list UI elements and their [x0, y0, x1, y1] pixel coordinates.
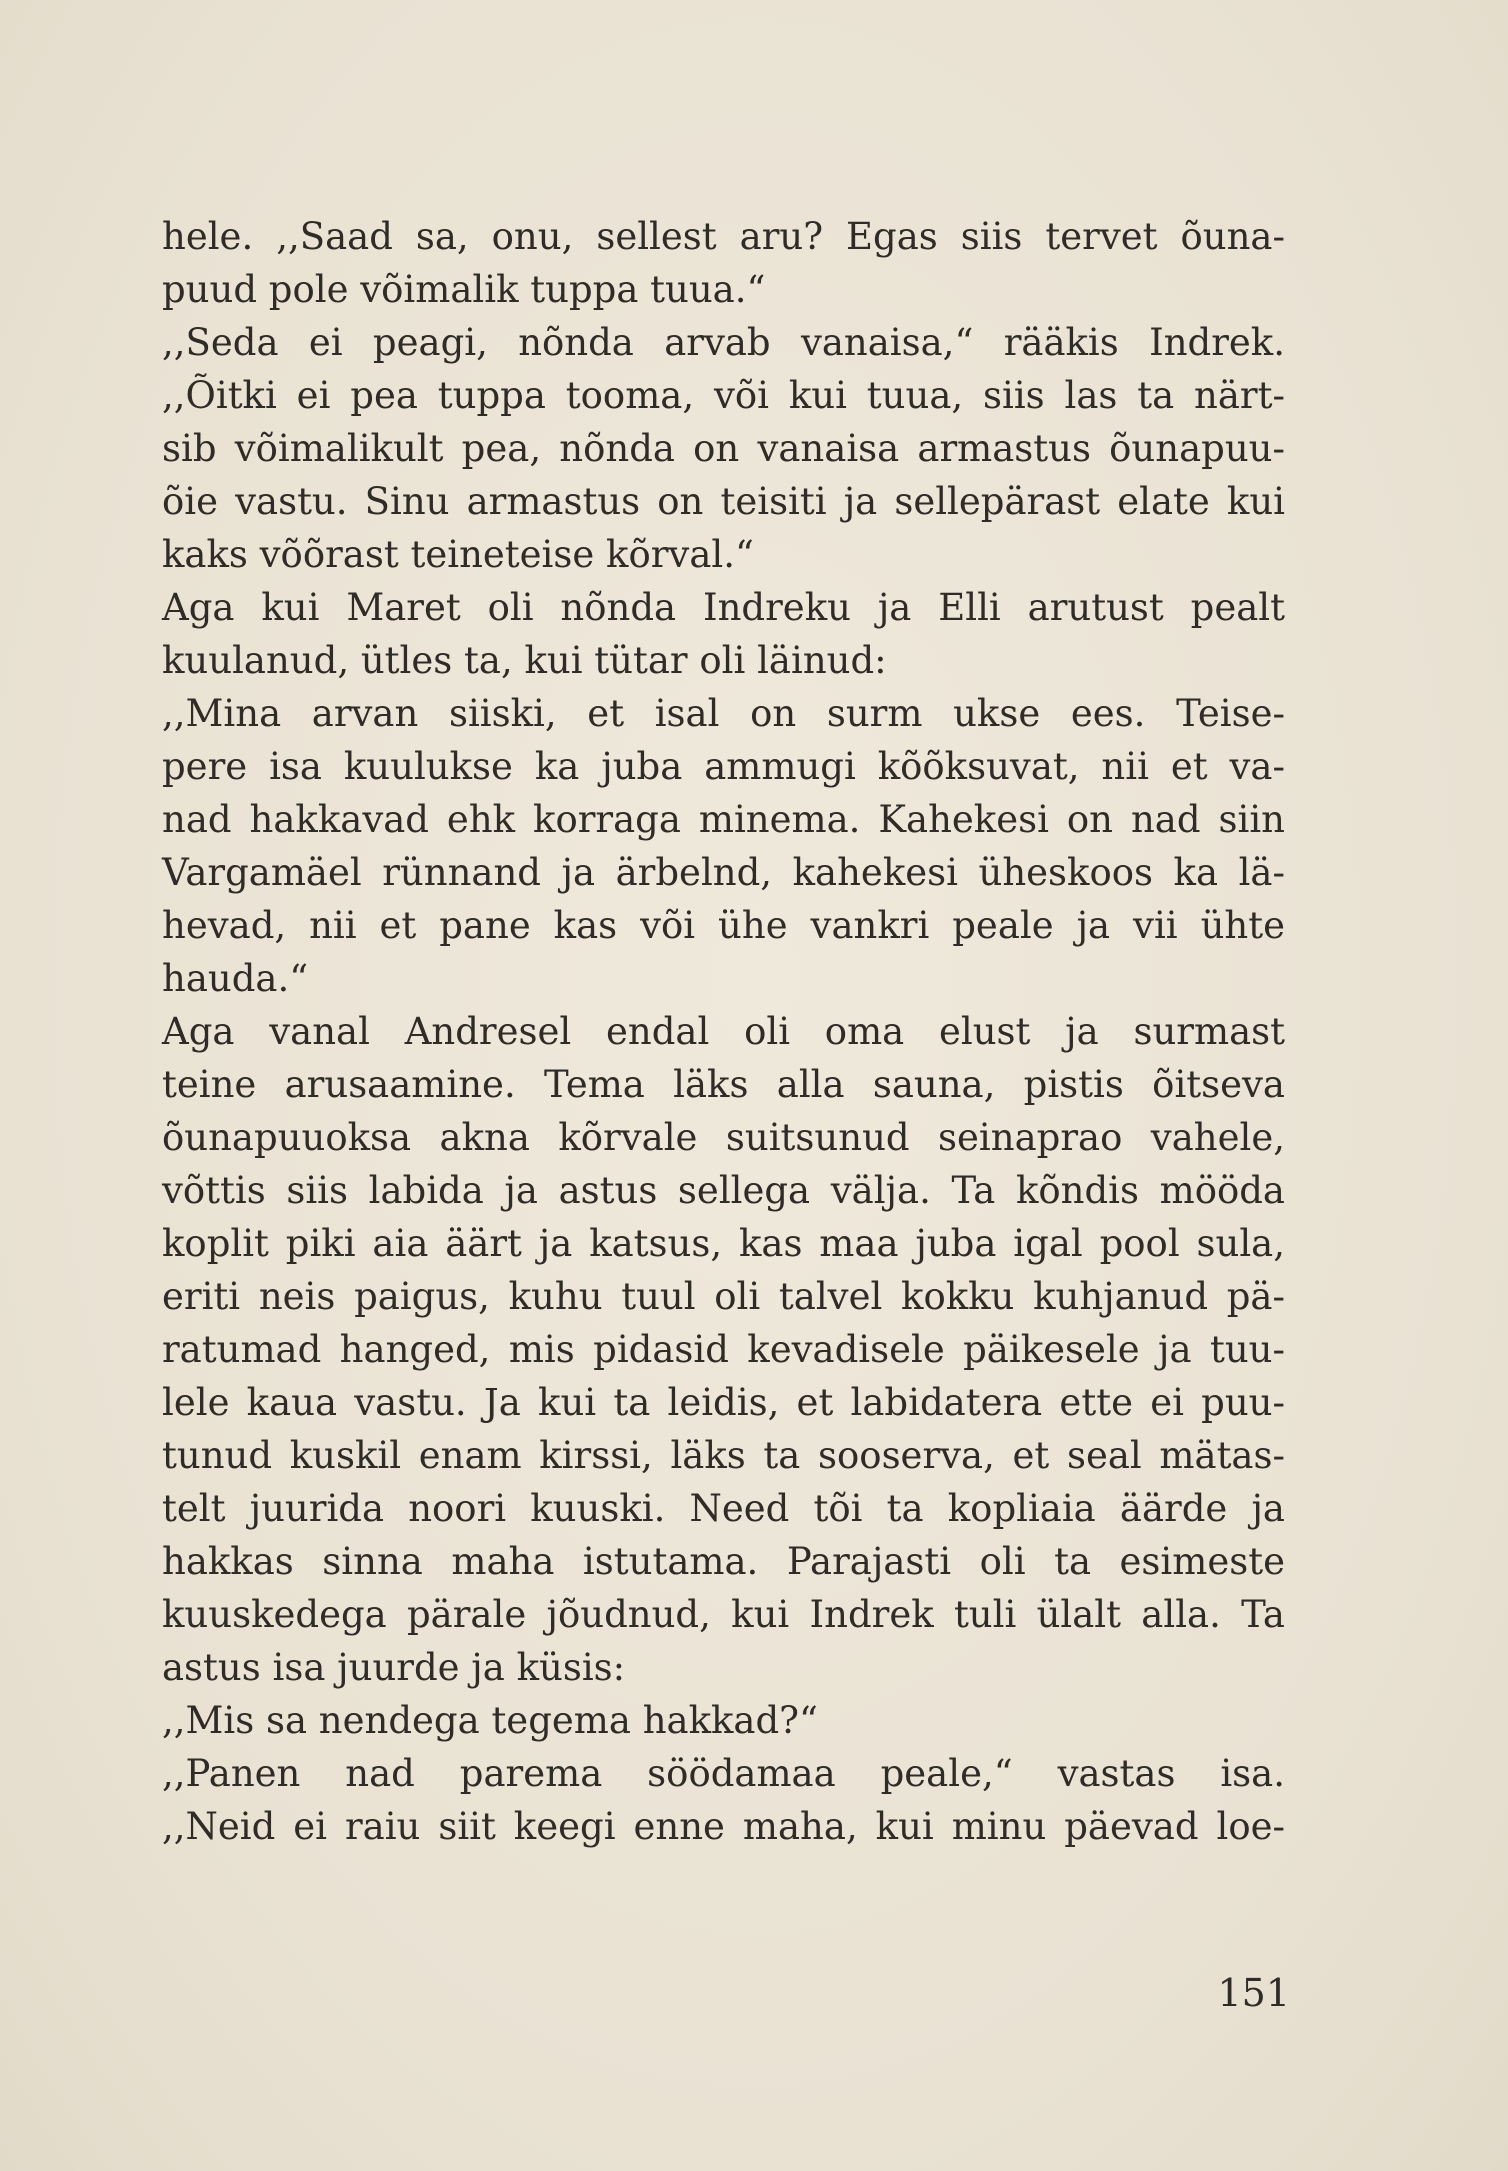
text-line: hevad, nii et pane kas või ühe vankri peale ja vii ühte — [162, 904, 1285, 947]
text-line: ratumad hanged, mis pidasid kevadisele päikesele ja tuu- — [162, 1328, 1285, 1371]
text-line: ,,Neid ei raiu siit keegi enne maha, kui minu päevad loe- — [162, 1805, 1285, 1848]
page-number: 151 — [1217, 1971, 1290, 2015]
text-line: ,,Mina arvan siiski, et isal on surm ukse ees. Teise- — [162, 692, 1285, 735]
text-line: sib võimalikult pea, nõnda on vanaisa armastus õunapuu- — [162, 427, 1285, 470]
text-line: võttis siis labida ja astus sellega välja. Ta kõndis mööda — [162, 1169, 1285, 1212]
text-line: tunud kuskil enam kirssi, läks ta sooserva, et seal mätas- — [162, 1434, 1285, 1477]
text-line: kaks võõrast teineteise kõrval.“ — [162, 533, 754, 576]
text-line: Aga kui Maret oli nõnda Indreku ja Elli arutust pealt — [162, 586, 1285, 629]
text-line: ,,Panen nad parema söödamaa peale,“ vastas isa. — [162, 1752, 1285, 1795]
text-line: eriti neis paigus, kuhu tuul oli talvel kokku kuhjanud pä- — [162, 1275, 1285, 1318]
text-line: Aga vanal Andresel endal oli oma elust ja surmast — [162, 1010, 1285, 1053]
text-line: ,,Õitki ei pea tuppa tooma, või kui tuua, siis las ta närt- — [162, 374, 1285, 417]
text-line: hauda.“ — [162, 957, 309, 1000]
text-line: lele kaua vastu. Ja kui ta leidis, et labidatera ette ei puu- — [162, 1381, 1285, 1424]
text-line: koplit piki aia äärt ja katsus, kas maa juba igal pool sula, — [162, 1222, 1285, 1265]
text-line: teine arusaamine. Tema läks alla sauna, pistis õitseva — [162, 1063, 1285, 1106]
text-line: puud pole võimalik tuppa tuua.“ — [162, 268, 766, 311]
text-line: õunapuuoksa akna kõrvale suitsunud seinaprao vahele, — [162, 1116, 1285, 1159]
text-line: hakkas sinna maha istutama. Parajasti oli ta esimeste — [162, 1540, 1285, 1583]
text-line: ,,Seda ei peagi, nõnda arvab vanaisa,“ rääkis Indrek. — [162, 321, 1285, 364]
text-line: nad hakkavad ehk korraga minema. Kahekesi on nad siin — [162, 798, 1285, 841]
text-line: kuuskedega pärale jõudnud, kui Indrek tuli ülalt alla. Ta — [162, 1593, 1285, 1636]
text-line: hele. ,,Saad sa, onu, sellest aru? Egas siis tervet õuna- — [162, 215, 1285, 258]
text-line: astus isa juurde ja küsis: — [162, 1646, 626, 1689]
text-line: telt juurida noori kuuski. Need tõi ta kopliaia äärde ja — [162, 1487, 1285, 1530]
text-line: õie vastu. Sinu armastus on teisiti ja sellepärast elate kui — [162, 480, 1285, 523]
text-line: pere isa kuulukse ka juba ammugi kõõksuvat, nii et va- — [162, 745, 1285, 788]
text-line: Vargamäel rünnand ja ärbelnd, kahekesi üheskoos ka lä- — [162, 851, 1285, 894]
text-line: ,,Mis sa nendega tegema hakkad?“ — [162, 1699, 818, 1742]
text-line: kuulanud, ütles ta, kui tütar oli läinud: — [162, 639, 887, 682]
